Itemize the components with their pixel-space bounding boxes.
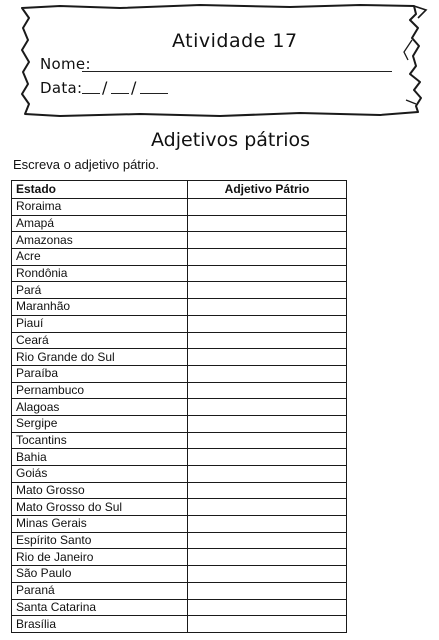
date-separator: / xyxy=(102,78,108,97)
adjective-answer-cell[interactable] xyxy=(188,599,347,616)
adjective-answer-cell[interactable] xyxy=(188,315,347,332)
state-name-cell: Amapá xyxy=(12,215,188,232)
adjective-answer-cell[interactable] xyxy=(188,466,347,483)
table-header-row xyxy=(12,181,347,199)
name-field[interactable] xyxy=(82,71,392,72)
state-name-cell: Rondônia xyxy=(12,265,188,282)
table-row xyxy=(12,232,347,249)
adjective-answer-cell[interactable] xyxy=(188,282,347,299)
table-row xyxy=(12,215,347,232)
state-name-cell: Maranhão xyxy=(12,299,188,316)
column-header-state: Estado xyxy=(12,181,188,199)
adjective-answer-cell[interactable] xyxy=(188,382,347,399)
table-row xyxy=(12,449,347,466)
state-name-cell: Mato Grosso do Sul xyxy=(12,499,188,516)
adjective-answer-cell[interactable] xyxy=(188,616,347,633)
state-name-cell: Rio Grande do Sul xyxy=(12,349,188,366)
adjective-answer-cell[interactable] xyxy=(188,299,347,316)
adjective-answer-cell[interactable] xyxy=(188,349,347,366)
table-row xyxy=(12,299,347,316)
table-row xyxy=(12,599,347,616)
adjective-answer-cell[interactable] xyxy=(188,549,347,566)
state-name-cell: Sergipe xyxy=(12,415,188,432)
state-name-cell: Goiás xyxy=(12,466,188,483)
state-name-cell: São Paulo xyxy=(12,566,188,583)
table-row xyxy=(12,349,347,366)
adjective-answer-cell[interactable] xyxy=(188,482,347,499)
state-name-cell: Acre xyxy=(12,249,188,266)
date-year-field[interactable] xyxy=(140,93,168,94)
table-row xyxy=(12,315,347,332)
subject-title: Adjetivos pátrios xyxy=(151,129,310,151)
state-name-cell: Mato Grosso xyxy=(12,482,188,499)
state-name-cell: Paraíba xyxy=(12,365,188,382)
state-name-cell: Rio de Janeiro xyxy=(12,549,188,566)
adjective-answer-cell[interactable] xyxy=(188,432,347,449)
table-row xyxy=(12,582,347,599)
state-name-cell: Santa Catarina xyxy=(12,599,188,616)
column-header-adjective: Adjetivo Pátrio xyxy=(188,181,347,199)
adjective-answer-cell[interactable] xyxy=(188,532,347,549)
table-row xyxy=(12,566,347,583)
table-row xyxy=(12,466,347,483)
state-name-cell: Tocantins xyxy=(12,432,188,449)
date-label: Data: xyxy=(40,79,83,97)
adjective-answer-cell[interactable] xyxy=(188,232,347,249)
adjective-answer-cell[interactable] xyxy=(188,199,347,216)
adjective-answer-cell[interactable] xyxy=(188,215,347,232)
state-name-cell: Alagoas xyxy=(12,399,188,416)
states-table xyxy=(11,180,347,633)
table-row xyxy=(12,482,347,499)
table-row xyxy=(12,282,347,299)
state-name-cell: Piauí xyxy=(12,315,188,332)
state-name-cell: Roraima xyxy=(12,199,188,216)
table-row xyxy=(12,499,347,516)
table-row xyxy=(12,532,347,549)
date-day-field[interactable] xyxy=(82,93,100,94)
state-name-cell: Brasília xyxy=(12,616,188,633)
table-row xyxy=(12,432,347,449)
table-row xyxy=(12,616,347,633)
adjective-answer-cell[interactable] xyxy=(188,265,347,282)
instruction-text: Escreva o adjetivo pátrio. xyxy=(13,157,159,172)
table-row xyxy=(12,382,347,399)
table-row xyxy=(12,549,347,566)
table-row xyxy=(12,415,347,432)
state-name-cell: Bahia xyxy=(12,449,188,466)
adjective-answer-cell[interactable] xyxy=(188,449,347,466)
state-name-cell: Minas Gerais xyxy=(12,516,188,533)
adjective-answer-cell[interactable] xyxy=(188,415,347,432)
table-row xyxy=(12,365,347,382)
table-row xyxy=(12,332,347,349)
adjective-answer-cell[interactable] xyxy=(188,516,347,533)
adjective-answer-cell[interactable] xyxy=(188,399,347,416)
state-name-cell: Espírito Santo xyxy=(12,532,188,549)
adjective-answer-cell[interactable] xyxy=(188,566,347,583)
state-name-cell: Pará xyxy=(12,282,188,299)
adjective-answer-cell[interactable] xyxy=(188,365,347,382)
state-name-cell: Ceará xyxy=(12,332,188,349)
date-month-field[interactable] xyxy=(111,93,129,94)
table-row xyxy=(12,199,347,216)
adjective-answer-cell[interactable] xyxy=(188,499,347,516)
table-row xyxy=(12,516,347,533)
activity-title: Atividade 17 xyxy=(172,30,298,52)
adjective-answer-cell[interactable] xyxy=(188,249,347,266)
adjective-answer-cell[interactable] xyxy=(188,332,347,349)
adjective-answer-cell[interactable] xyxy=(188,582,347,599)
name-label: Nome: xyxy=(40,55,91,73)
table-row xyxy=(12,265,347,282)
state-name-cell: Pernambuco xyxy=(12,382,188,399)
table-row xyxy=(12,249,347,266)
table-row xyxy=(12,399,347,416)
date-separator: / xyxy=(131,78,137,97)
state-name-cell: Paraná xyxy=(12,582,188,599)
state-name-cell: Amazonas xyxy=(12,232,188,249)
